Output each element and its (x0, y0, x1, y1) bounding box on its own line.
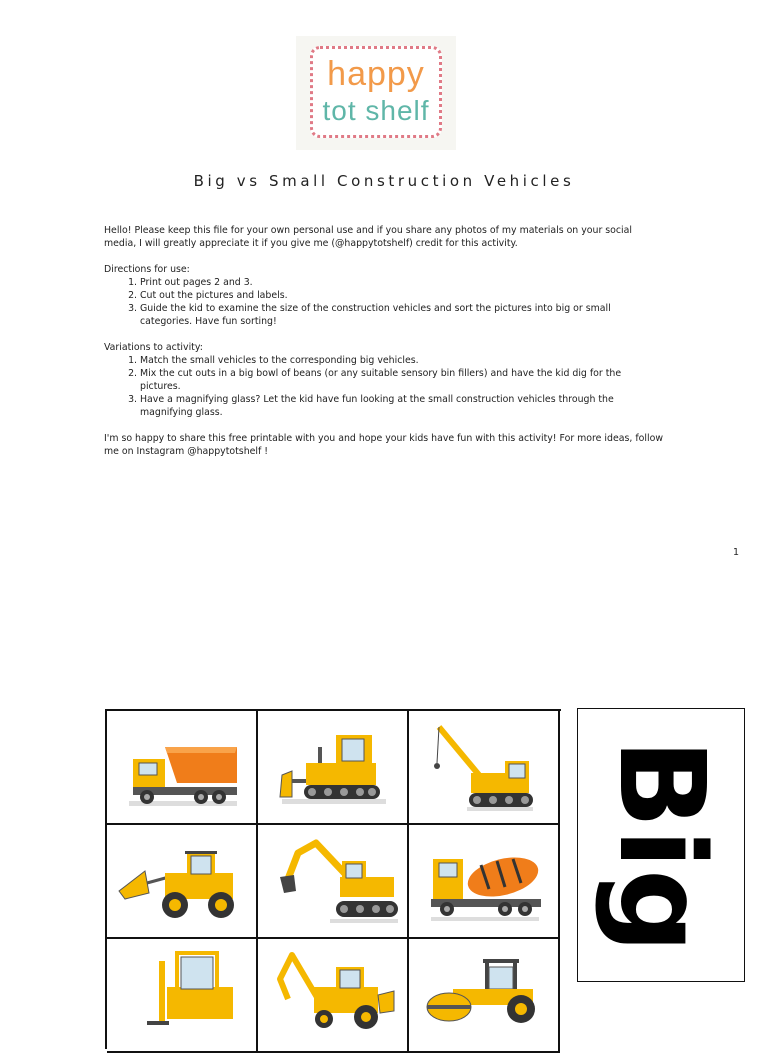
wheel-loader-card (107, 825, 258, 939)
excavator-card (258, 825, 409, 939)
road-roller-icon (409, 939, 560, 1053)
closing-paragraph: I'm so happy to share this free printable with you and hope your kids have fun with this activity! For more ideas, follow me on Instagram @happytotshelf ! (104, 433, 663, 457)
crane-icon (409, 711, 560, 825)
excavator-icon (258, 825, 409, 939)
dump-truck-icon (107, 711, 258, 825)
variations-heading: Variations to activity: (104, 342, 203, 353)
crane-card (409, 711, 560, 825)
road-roller-card (409, 939, 560, 1053)
wheel-loader-icon (107, 825, 258, 939)
backhoe-card (258, 939, 409, 1053)
cement-mixer-card (409, 825, 560, 939)
variations-item: 1. Match the small vehicles to the corresponding big vehicles. (140, 354, 664, 367)
vehicle-picture-grid (105, 709, 561, 1049)
dump-truck-card (107, 711, 258, 825)
directions-item: 1. Print out pages 2 and 3. (140, 276, 664, 289)
page-title: Big vs Small Construction Vehicles (193, 172, 575, 190)
forklift-card (107, 939, 258, 1053)
brand-logo (296, 36, 456, 150)
big-label-card (577, 708, 745, 982)
directions-list (104, 276, 664, 328)
directions-item: 3. Guide the kid to examine the size of the construction vehicles and sort the pictures into big or small categories. Have fun sorting! (140, 302, 664, 328)
logo-word-happy: happy (327, 55, 425, 93)
backhoe-icon (258, 939, 409, 1053)
logo-frame (310, 46, 442, 138)
directions-item: 2. Cut out the pictures and labels. (140, 289, 664, 302)
big-label-text: Big (593, 738, 731, 954)
intro-paragraph: Hello! Please keep this file for your own personal use and if you share any photos of my materials on your social media, I will greatly appreciate it if you give me (@happytotshelf) credit for this activity. (104, 225, 633, 249)
variations-item: 2. Mix the cut outs in a big bowl of beans (or any suitable sensory bin fillers) and have the kid dig for the pictures. (140, 367, 664, 393)
logo-word-tot-shelf: tot shelf (322, 95, 430, 126)
forklift-icon (107, 939, 258, 1053)
cement-mixer-icon (409, 825, 560, 939)
bulldozer-icon (258, 711, 409, 825)
instructions-text (104, 224, 664, 458)
directions-heading: Directions for use: (104, 264, 190, 275)
bulldozer-card (258, 711, 409, 825)
variations-list (104, 354, 664, 419)
page-number: 1 (733, 547, 740, 558)
variations-item: 3. Have a magnifying glass? Let the kid have fun looking at the small construction vehicles through the magnifying glass. (140, 393, 664, 419)
